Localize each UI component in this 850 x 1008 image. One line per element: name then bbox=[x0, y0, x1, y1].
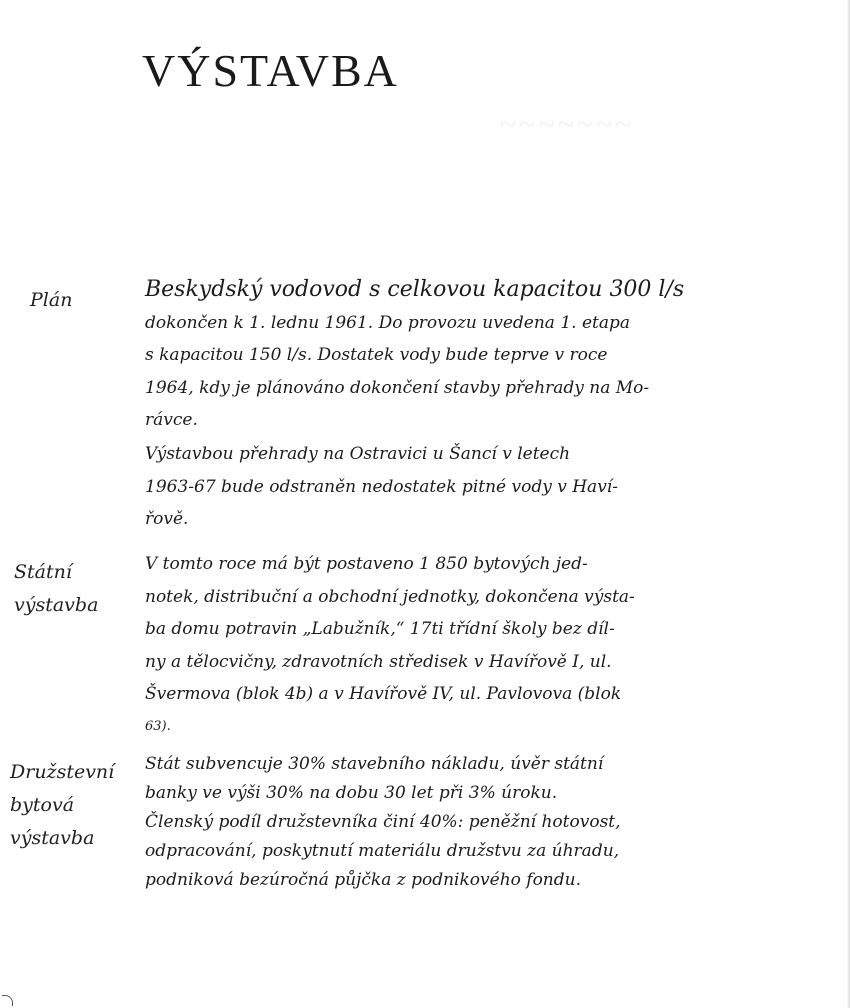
text-line: ny a tělocvičny, zdravotních středisek v Havířově I, ul. bbox=[145, 651, 612, 672]
text-line: podniková bezúročná půjčka z podnikového fondu. bbox=[145, 870, 581, 890]
section-label-plan-text: Plán bbox=[30, 289, 73, 311]
text-line: rávce. bbox=[145, 410, 198, 430]
text-line: Švermova (blok 4b) a v Havířově IV, ul. Pavlovova (blok bbox=[145, 684, 622, 704]
corner-scan-mark bbox=[2, 995, 13, 1006]
section-label-druzstevni-bytova-vystavba bbox=[10, 756, 114, 855]
text-line: Členský podíl družstevníka činí 40%: peněžní hotovost, bbox=[145, 812, 621, 832]
text-line: s kapacitou 150 l/s. Dostatek vody bude teprve v roce bbox=[145, 345, 608, 365]
text-line: 63). bbox=[145, 718, 171, 734]
bleed-through-shadow: ~~~~~~~ bbox=[500, 108, 635, 141]
text-line: Beskydský vodovod s celkovou kapacitou 300 l/s bbox=[145, 277, 685, 302]
section-label-plan bbox=[30, 284, 72, 317]
text-line: Stát subvencuje 30% stavebního nákladu, úvěr státní bbox=[145, 754, 604, 774]
section-label-line: Družstevní bbox=[10, 761, 115, 783]
section-statni-paragraph bbox=[145, 548, 635, 743]
section-label-line: výstavba bbox=[14, 594, 99, 616]
text-line: notek, distribuční a obchodní jednotky, dokončena výsta- bbox=[145, 586, 635, 607]
page-title: VÝSTAVBA bbox=[142, 45, 399, 96]
text-line: Výstavbou přehrady na Ostravici u Šancí v letech bbox=[145, 444, 571, 464]
section-druzstevni-paragraph bbox=[145, 750, 621, 895]
text-line: 1963-67 bude odstraněn nedostatek pitné vody v Haví- bbox=[145, 476, 618, 497]
section-label-line: Státní bbox=[14, 561, 72, 583]
section-label-line: bytová bbox=[10, 794, 75, 816]
text-line: V tomto roce má být postaveno 1 850 bytových jed- bbox=[145, 554, 588, 574]
section-plan-paragraph-1 bbox=[145, 274, 684, 437]
text-line: dokončen k 1. lednu 1961. Do provozu uvedena 1. etapa bbox=[145, 312, 630, 333]
text-line: odpracování, poskytnutí materiálu družstvu za úhradu, bbox=[145, 841, 620, 861]
section-label-line: výstavba bbox=[10, 827, 95, 849]
section-plan-paragraph-2 bbox=[145, 438, 618, 536]
text-line: ba domu potravin „Labužník,“ 17ti třídní školy bez díl- bbox=[145, 619, 615, 639]
text-line: 1964, kdy je plánováno dokončení stavby přehrady na Mo- bbox=[145, 377, 650, 398]
text-line: banky ve výši 30% na dobu 30 let při 3% úroku. bbox=[145, 783, 558, 803]
text-line: řově. bbox=[145, 509, 189, 529]
section-label-statni-vystavba bbox=[14, 556, 98, 622]
